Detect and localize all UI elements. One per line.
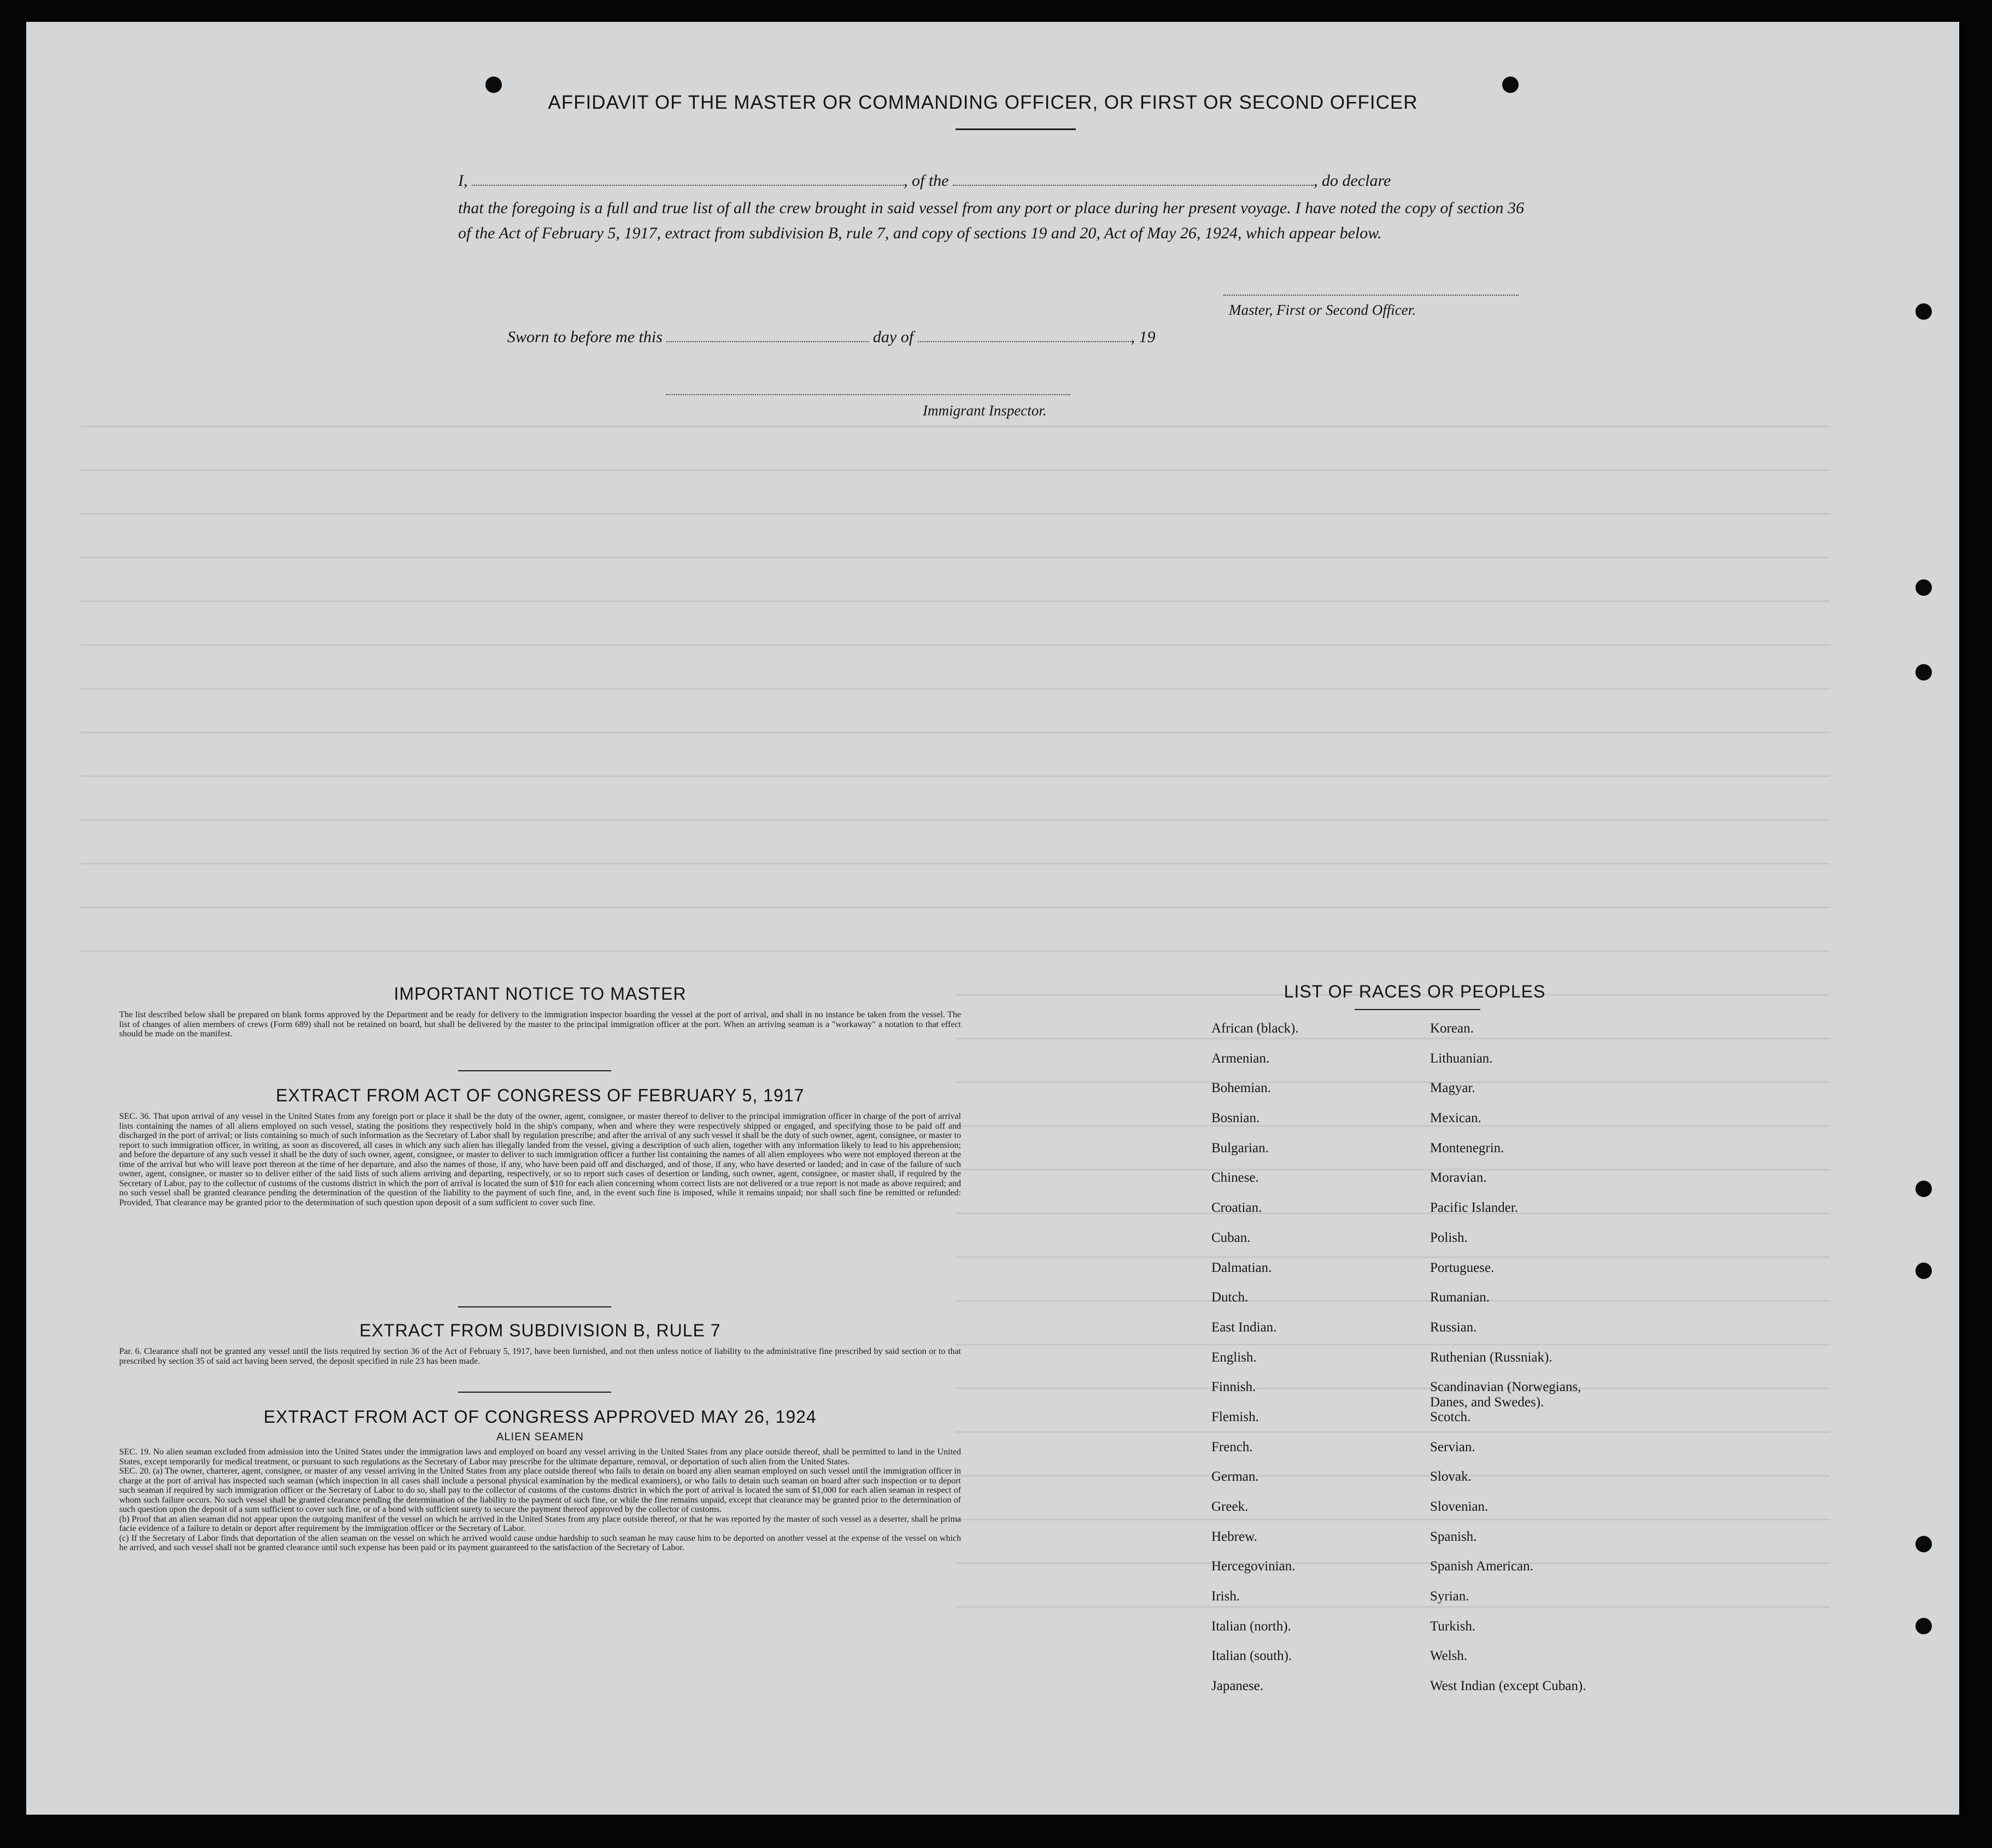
race-item: Flemish. <box>1211 1409 1259 1424</box>
day-of-label: day of <box>872 328 914 346</box>
sworn-day-blank[interactable] <box>666 341 869 342</box>
year-label: , 19 <box>1130 328 1156 346</box>
race-item: West Indian (except Cuban). <box>1430 1679 1586 1694</box>
races-list <box>1211 1021 1703 1710</box>
race-item: Moravian. <box>1430 1170 1487 1186</box>
race-item: Spanish American. <box>1430 1559 1533 1574</box>
race-item: Slovak. <box>1430 1469 1472 1485</box>
race-item: Bosnian. <box>1211 1111 1260 1126</box>
race-item: Armenian. <box>1211 1051 1270 1066</box>
race-item: Scotch. <box>1430 1409 1471 1424</box>
notice-heading: IMPORTANT NOTICE TO MASTER <box>394 984 687 1004</box>
race-item: Ruthenian (Russniak). <box>1430 1350 1552 1365</box>
rule7-rule <box>458 1392 611 1393</box>
race-item: Korean. <box>1430 1021 1474 1036</box>
sworn-label: Sworn to before me this <box>507 328 663 346</box>
affidavit-heading: AFFIDAVIT OF THE MASTER OR COMMANDING OFFICER, OR FIRST OR SECOND OFFICER <box>548 92 1418 113</box>
race-item: Cuban. <box>1211 1230 1251 1245</box>
race-item: Mexican. <box>1430 1111 1481 1126</box>
race-item: Croatian. <box>1211 1200 1262 1216</box>
master-signature-label: Master, First or Second Officer. <box>1229 302 1416 318</box>
race-item: Scandinavian (Norwegians, Danes, and Swedes). <box>1430 1380 1581 1410</box>
rule7-body: Par. 6. Clearance shall not be granted any vessel until the lists required by section 36 of the Act of February 5, 1917, have been furnished, and not then unless notice of liability to the administrative fine prescribed by said section or to that prescribed by section 35 of said act having been served, the deposit specified in rule 23 has been made. <box>119 1347 961 1366</box>
races-heading-rule <box>1355 1009 1480 1010</box>
sec-20b-text: (b) Proof that an alien seaman did not appear upon the outgoing manifest of the vessel on which he arrived in the United States from any place outside thereof, or that he was reported by the master of such vessel as a deserter, shall be prima facie evidence of a failure to detain or deport after requirement by the immigration officer or the Secretary of Labor. <box>119 1514 961 1533</box>
race-item: Dutch. <box>1211 1290 1249 1305</box>
race-item: Slovenian. <box>1430 1499 1489 1514</box>
inspector-signature-blank[interactable] <box>666 394 1070 395</box>
affidavit-i: I, <box>458 172 468 190</box>
vessel-blank[interactable] <box>953 184 1314 186</box>
affidavit-body: that the foregoing is a full and true list of all the crew brought in said vessel from any port or place during her present voyage. I have noted the copy of section 36 of the Act of February 5, 1917, extract from subdivision B, rule 7, and copy of sections 19 and 20, Act of May 26, 1924, which appear below. <box>458 199 1524 242</box>
notice-rule <box>458 1070 611 1071</box>
extract-1917-body: SEC. 36. That upon arrival of any vessel in the United States from any foreign port or place it shall be the duty of the owner, agent, consignee, or master thereof to deliver to the principal immigration officer in charge of the port of arrival lists containing the names of all aliens employed on such vessel, stating the positions they respectively hold in the ship's company, when and where they were respectively shipped or engaged, and specifying those to be paid off and discharged in the port of arrival; or lists containing so much of such information as the Secretary of Labor shall by regulation prescribe; and after the arrival of any such vessel it shall be the duty of such owner, agent, consignee, or master to report to such immigration officer, in writing, as soon as discovered, all cases in which any such alien has illegally landed from the vessel, giving a description of such alien, together with any information likely to lead to his apprehension; and before the departure of any such vessel it shall be the duty of such owner, agent, consignee, or master to deliver to such immigration officer a further list containing the names of all alien employees who were not employed thereon at the time of the arrival but who will leave port thereon at the time of her departure, and also the names of those, if any, who have been paid off and discharged, and of those, if any, who have deserted or landed; and in case of the failure of such owner, agent, consignee, or master so to deliver either of the said lists of such aliens arriving and departing, respectively, or so to report such cases of desertion or landing, such owner, agent, consignee, or master shall, if required by the Secretary of Labor, pay to the collector of customs of the customs district in which the port of arrival is located the sum of $10 for each alien concerning whom correct lists are not delivered or a true report is not made as above required; and no such vessel shall be granted clearance pending the determination of the question of the liability to the payment of such fine, and, in the event such fine is imposed, while it remains unpaid; nor shall such fine be remitted or refunded: Provided, That clearance may be granted prior to the determination of such question upon deposit of a sum sufficient to cover such fine. <box>119 1112 961 1207</box>
races-heading: LIST OF RACES OR PEOPLES <box>1284 982 1546 1001</box>
race-item: Russian. <box>1430 1319 1477 1335</box>
race-item: Italian (north). <box>1211 1618 1291 1634</box>
race-item: Hercegovinian. <box>1211 1559 1296 1574</box>
race-item: Spanish. <box>1430 1529 1477 1544</box>
form-page <box>26 22 1959 1815</box>
race-item: East Indian. <box>1211 1319 1277 1335</box>
extract-1924-body <box>119 1447 961 1553</box>
extract-1917-heading: EXTRACT FROM ACT OF CONGRESS OF FEBRUARY 5, 1917 <box>276 1086 805 1105</box>
sworn-month-blank[interactable] <box>918 341 1131 342</box>
race-item: Hebrew. <box>1211 1529 1257 1544</box>
race-item: Polish. <box>1430 1230 1468 1245</box>
extract-1924-subheading: ALIEN SEAMEN <box>496 1431 584 1443</box>
sworn-line <box>507 328 1156 347</box>
race-item: Magyar. <box>1430 1081 1475 1096</box>
race-item: Dalmatian. <box>1211 1260 1272 1275</box>
affidavit-heading-rule <box>956 128 1076 130</box>
race-item: Japanese. <box>1211 1679 1264 1694</box>
rule7-heading: EXTRACT FROM SUBDIVISION B, RULE 7 <box>359 1321 721 1340</box>
race-item: Finnish. <box>1211 1380 1256 1395</box>
race-item: French. <box>1211 1439 1253 1454</box>
sec-20a-text: SEC. 20. (a) The owner, charterer, agent, consignee, or master of any vessel arriving in the United States from any place outside thereof who fails to detain on board any alien seaman employed on such vessel until the immigration officer in charge at the port of arrival has inspected such seaman (which inspection in all cases shall include a personal physical examination by the medical examiners), or who fails to detain such seaman on board after such inspection or to deport such seaman if required by such immigration officer or the Secretary of Labor to do so, shall pay to the collector of customs of the customs district in which the port of arrival is located the sum of $1,000 for each alien seaman in respect of whom such failure occurs. No such vessel shall be granted clearance pending the determination of the liability to the payment of such fine, or while the fine remains unpaid, except that clearance may be granted prior to the determination of such question upon the deposit of a sum sufficient to cover such fine, or of a bond with sufficient surety to secure the payment thereof approved by the collector of customs. <box>119 1466 961 1514</box>
race-item: Montenegrin. <box>1430 1140 1504 1155</box>
race-item: Lithuanian. <box>1430 1051 1493 1066</box>
races-left-column <box>1211 1021 1299 1709</box>
master-signature-blank[interactable] <box>1223 294 1519 296</box>
sec-20c-text: (c) If the Secretary of Labor finds that deportation of the alien seaman on the vessel on which he arrived would cause undue hardship to such seaman he may cause him to be deported on another vessel at the expense of the vessel on which he arrived, and such vessel shall not be granted clearance until such expense has been paid or its payment guaranteed to the satisfaction of the Secretary of Labor. <box>119 1533 961 1552</box>
races-right-column <box>1430 1021 1586 1709</box>
affidavit-of-the: , of the <box>904 172 949 190</box>
race-item: Rumanian. <box>1430 1290 1490 1305</box>
affidavit-declaration-line <box>458 168 1524 193</box>
extract-1924-heading: EXTRACT FROM ACT OF CONGRESS APPROVED MAY 26, 1924 <box>263 1407 817 1427</box>
race-item: Bulgarian. <box>1211 1140 1269 1155</box>
name-blank[interactable] <box>472 184 904 186</box>
race-item: Irish. <box>1211 1589 1240 1604</box>
race-item: Turkish. <box>1430 1618 1476 1634</box>
extract-1917-rule <box>458 1306 611 1307</box>
race-item: Syrian. <box>1430 1589 1469 1604</box>
race-item: Pacific Islander. <box>1430 1200 1519 1216</box>
race-item: Servian. <box>1430 1439 1475 1454</box>
race-item: Greek. <box>1211 1499 1249 1514</box>
race-item: African (black). <box>1211 1021 1299 1036</box>
race-item: Chinese. <box>1211 1170 1259 1186</box>
inspector-label: Immigrant Inspector. <box>923 402 1047 419</box>
race-item: Portuguese. <box>1430 1260 1495 1275</box>
race-item: Italian (south). <box>1211 1648 1292 1664</box>
race-item: English. <box>1211 1350 1257 1365</box>
affidavit-do-declare: , do declare <box>1314 172 1391 190</box>
sec-19-text: SEC. 19. No alien seaman excluded from admission into the United States under the immigration laws and employed on board any vessel arriving in the United States from any place outside thereof, shall be permitted to land in the United States, except temporarily for medical treatment, or pursuant to such regulations as the Secretary of Labor may prescribe for the ultimate departure, removal, or deportation of such alien from the United States. <box>119 1447 961 1466</box>
race-item: German. <box>1211 1469 1259 1485</box>
race-item: Bohemian. <box>1211 1081 1272 1096</box>
race-item: Welsh. <box>1430 1648 1468 1664</box>
notice-body: The list described below shall be prepared on blank forms approved by the Department and be ready for delivery to the immigration inspector boarding the vessel at the port of arrival, and shall in no instance be taken from the vessel. The list of changes of alien members of crews (Form 689) shall not be retained on board, but shall be delivered by the master to the principal immigration officer at the port. When an arriving seaman is a "workaway" a notation to that effect should be made on the manifest. <box>119 1010 961 1039</box>
